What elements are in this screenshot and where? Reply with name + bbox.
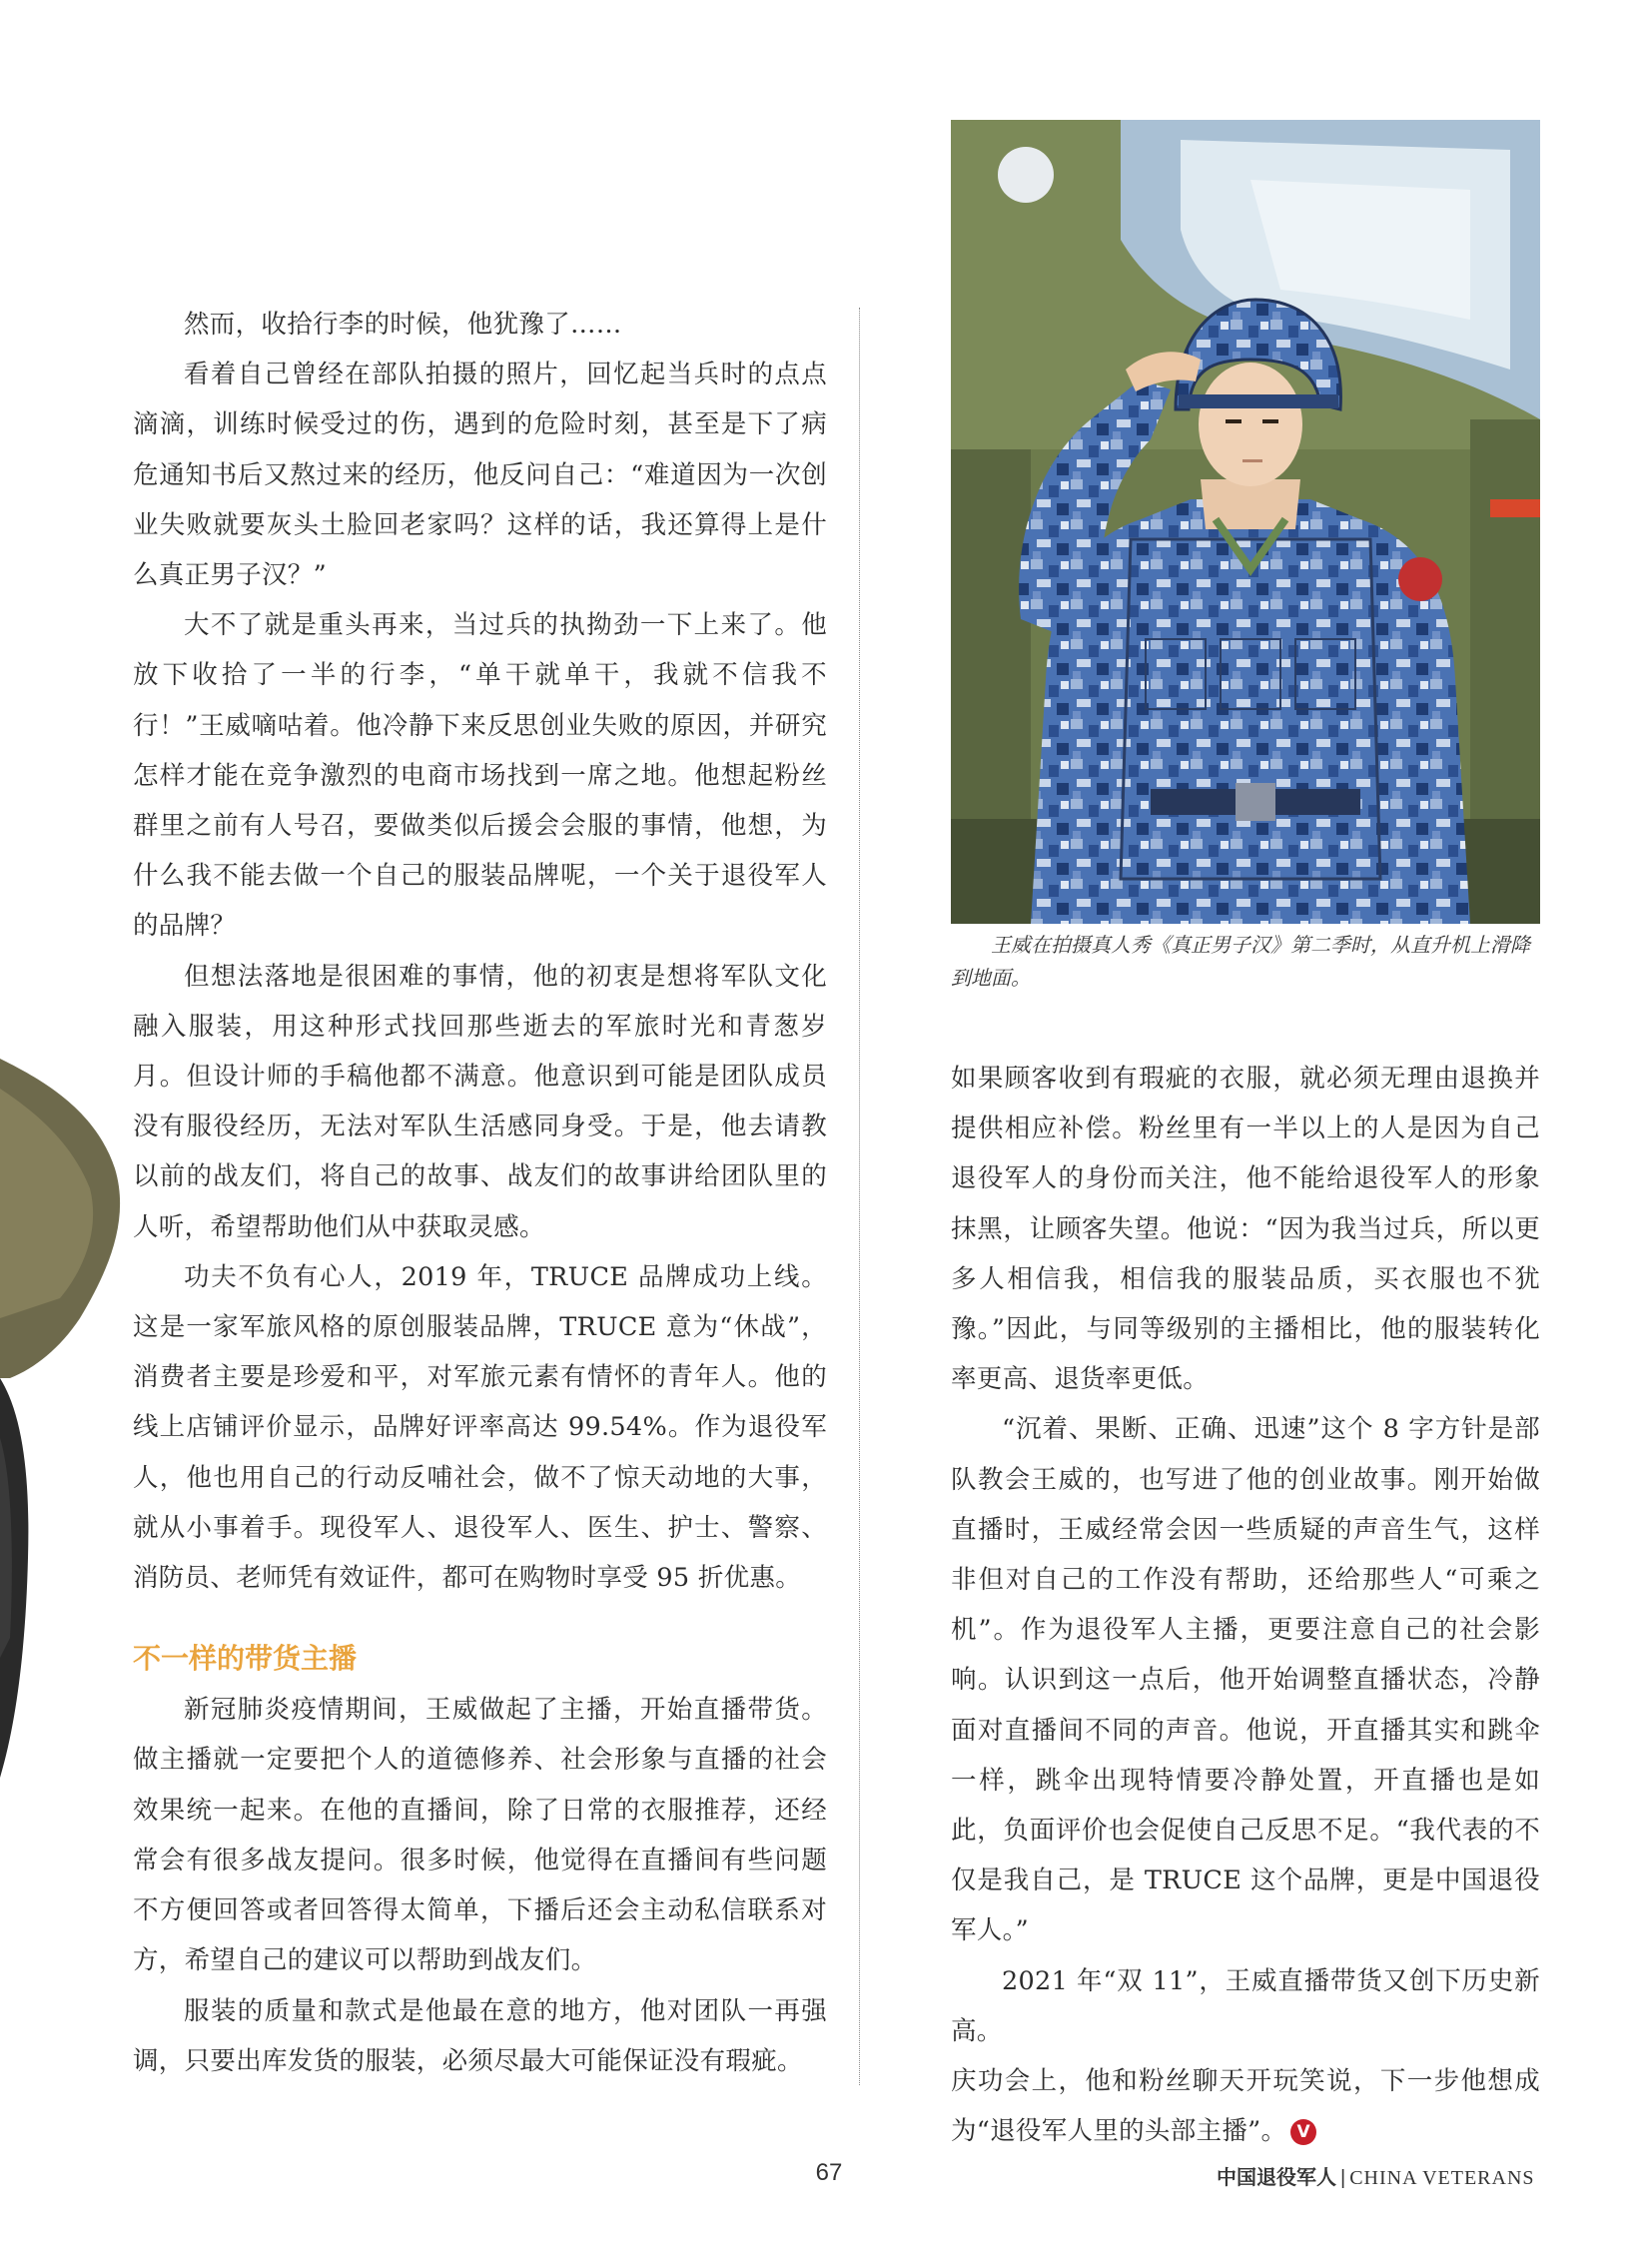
photo-caption: 王威在拍摄真人秀《真正男子汉》第二季时，从直升机上滑降到地面。	[951, 933, 1530, 990]
body-paragraph: 但想法落地是很困难的事情，他的初衷是想将军队文化融入服装，用这种形式找回那些逝去的军旅时光和青葱岁月。但设计师的手稿他都不满意。他意识到可能是团队成员没有服役经历，无法对军队生活感同身受。于是，他去请教以前的战友们，将自己的故事、战友们的故事讲给团队里的人听，希望帮助他们从中获取灵感。	[133, 961, 827, 1242]
magazine-name-cn: 中国退役军人	[1217, 2165, 1336, 2189]
page-number: 67	[815, 2159, 843, 2186]
footer-separator: |	[1340, 2167, 1346, 2189]
body-paragraph: 看着自己曾经在部队拍摄的照片，回忆起当兵时的点点滴滴，训练时候受过的伤，遇到的危险时刻，甚至是下了病危通知书后又熬过来的经历，他反问自己：“难道因为一次创业失败就要灰头土脸回老家吗？这样的话，我还算得上是什么真正男子汉？”	[133, 360, 827, 591]
body-paragraph: 功夫不负有心人，2019 年，TRUCE 品牌成功上线。这是一家军旅风格的原创服装品牌，TRUCE 意为“休战”，消费者主要是珍爱和平，对军旅元素有情怀的青年人。他的线上店铺评价显示，品牌好评率高达 99.54%。作为退役军人，他也用自己的行动反哺社会，做不了惊天动地的大事，就从小事着手。现役军人、退役军人、医生、护士、警察、消防员、老师凭有效证件，都可在购物时享受 95 折优惠。	[133, 1261, 827, 1594]
body-paragraph: 大不了就是重头再来，当过兵的执拗劲一下上来了。他放下收拾了一半的行李，“单干就单干，我就不信我不行！”王威嘀咕着。他冷静下来反思创业失败的原因，并研究怎样才能在竞争激烈的电商市场找到一席之地。他想起粉丝群里之前有人号召，要做类似后援会会服的事情，他想，为什么我不能去做一个自己的服装品牌呢，一个关于退役军人的品牌？	[133, 610, 827, 942]
magazine-name-en: CHINA VETERANS	[1349, 2167, 1535, 2189]
left-edge-photo-fragment	[0, 1019, 150, 1798]
body-paragraph: “沉着、果断、正确、迅速”这个 8 字方针是部队教会王威的，也写进了他的创业故事。刚开始做直播时，王威经常会因一些质疑的声音生气，这样非但对自己的工作没有帮助，还给那些人“可乘之机”。作为退役军人主播，更要注意自己的社会影响。认识到这一点后，他开始调整直播状态，冷静面对直播间不同的声音。他说，开直播其实和跳伞一样，跳伞出现特情要冷静处置，开直播也是如此，负面评价也会促使自己反思不足。“我代表的不仅是我自己，是 TRUCE 这个品牌，更是中国退役军人。”	[951, 1414, 1540, 1946]
section-heading: 不一样的带货主播	[133, 1642, 358, 1676]
left-text-column	[133, 300, 827, 2086]
right-text-column	[951, 1054, 1540, 2156]
final-sentence: 庆功会上，他和粉丝聊天开玩笑说，下一步他想成为“退役军人里的头部主播”。	[951, 2066, 1540, 2147]
body-paragraph: 如果顾客收到有瑕疵的衣服，就必须无理由退换并提供相应补偿。粉丝里有一半以上的人是因为自己退役军人的身份而关注，他不能给退役军人的形象抹黑，让顾客失望。他说：“因为我当过兵，所以更多人相信我，相信我的服装品质，买衣服也不犹豫。”因此，与同等级别的主播相比，他的服装转化率更高、退货率更低。	[951, 1064, 1540, 1395]
body-paragraph: 2021 年“双 11”，王威直播带货又创下历史新高。	[951, 1965, 1540, 2046]
magazine-footer	[1217, 2161, 1535, 2190]
body-paragraph: 新冠肺炎疫情期间，王威做起了主播，开始直播带货。做主播就一定要把个人的道德修养、社会形象与直播的社会效果统一起来。在他的直播间，除了日常的衣服推荐，还经常会有很多战友提问。很多时候，他觉得在直播间有些问题不方便回答或者回答得太简单，下播后还会主动私信联系对方，希望自己的建议可以帮助到战友们。	[133, 1695, 827, 1976]
column-divider	[859, 308, 860, 2085]
soldier-salute-photo	[951, 120, 1540, 924]
body-paragraph: 然而，收拾行李的时候，他犹豫了……	[184, 310, 622, 340]
body-paragraph: 服装的质量和款式是他最在意的地方，他对团队一再强调，只要出库发货的服装，必须尽最大可能保证没有瑕疵。	[133, 1995, 827, 2076]
body-paragraph	[951, 2056, 1540, 2156]
end-of-article-icon: V	[1290, 2119, 1316, 2145]
